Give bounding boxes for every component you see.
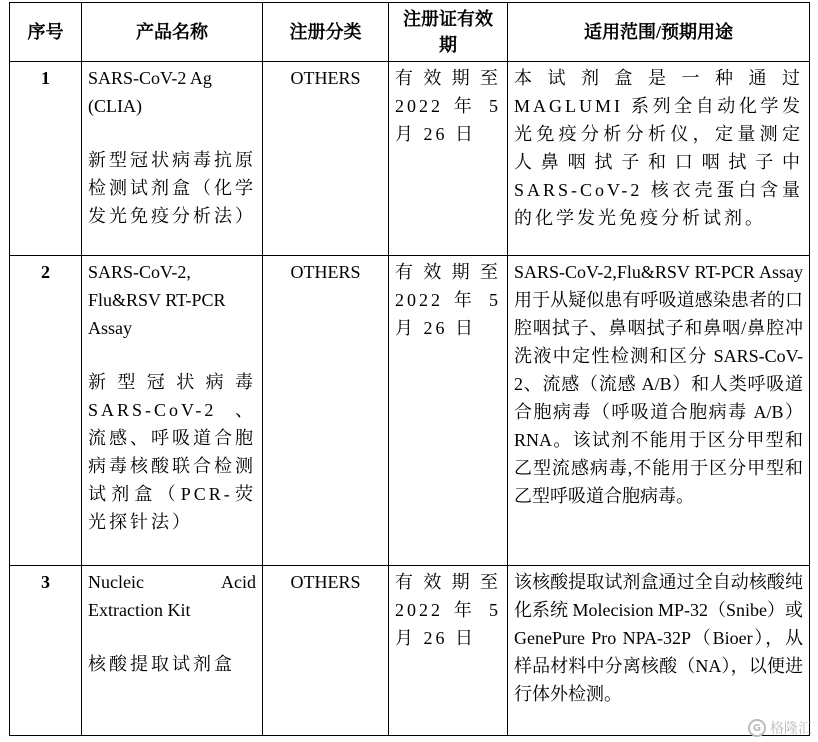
row-scope: SARS-CoV-2,Flu&RSV RT-PCR Assay 用于从疑似患有呼吸道感染患者的口腔咽拭子、鼻咽拭子和鼻咽/鼻腔冲洗液中定性检测和区分 SARS-CoV-2、流感（流感 A/B）和人类呼吸道合胞病毒（呼吸道合胞病毒 A/B）RNA。该试剂不能用于区分甲型和乙型流感病毒,不能用于区分甲型和乙型呼吸道合胞病毒。 [508,256,810,566]
watermark-text: 格隆汇 [770,721,812,737]
row-category: OTHERS [263,256,389,566]
row-product [82,256,263,566]
product-name-en: SARS-CoV-2, Flu&RSV RT-PCR Assay [88,262,226,338]
product-name-en: Nucleic Acid Extraction Kit [88,572,256,620]
watermark [748,718,812,738]
product-name-cn: 新型冠状病毒 SARS-CoV-2、流感、呼吸道合胞病毒核酸联合检测试剂盒（PCR-荧光探针法） [88,372,256,532]
header-seq: 序号 [10,3,82,62]
row-seq: 3 [10,566,82,736]
product-name-cn: 核酸提取试剂盒 [88,654,235,674]
table-row [10,566,810,736]
row-validity: 有效期至 2022 年 5 月 26 日 [389,566,508,736]
row-validity: 有效期至 2022 年 5 月 26 日 [389,62,508,256]
table-header-row [10,3,810,62]
row-scope: 本试剂盒是一种通过 MAGLUMI 系列全自动化学发光免疫分析分析仪，定量测定人鼻咽拭子和口咽拭子中 SARS-CoV-2 核衣壳蛋白含量的化学发光免疫分析试剂。 [508,62,810,256]
row-validity: 有效期至 2022 年 5 月 26 日 [389,256,508,566]
row-seq: 1 [10,62,82,256]
row-scope: 该核酸提取试剂盒通过全自动核酸纯化系统 Molecision MP-32（Snibe）或 GenePure Pro NPA-32P（Bioer），从样品材料中分离核酸（NA），以便进行体外检测。 [508,566,810,736]
table-row [10,256,810,566]
row-category: OTHERS [263,566,389,736]
header-category: 注册分类 [263,3,389,62]
row-product [82,566,263,736]
header-product: 产品名称 [82,3,263,62]
product-name-en: SARS-CoV-2 Ag (CLIA) [88,68,212,116]
row-category: OTHERS [263,62,389,256]
header-validity: 注册证有效期 [389,3,508,62]
row-product [82,62,263,256]
watermark-logo-icon: G [748,719,766,737]
row-seq: 2 [10,256,82,566]
product-name-cn: 新型冠状病毒抗原检测试剂盒（化学发光免疫分析法） [88,150,256,226]
table-row [10,62,810,256]
header-scope: 适用范围/预期用途 [508,3,810,62]
registration-table [9,2,810,736]
